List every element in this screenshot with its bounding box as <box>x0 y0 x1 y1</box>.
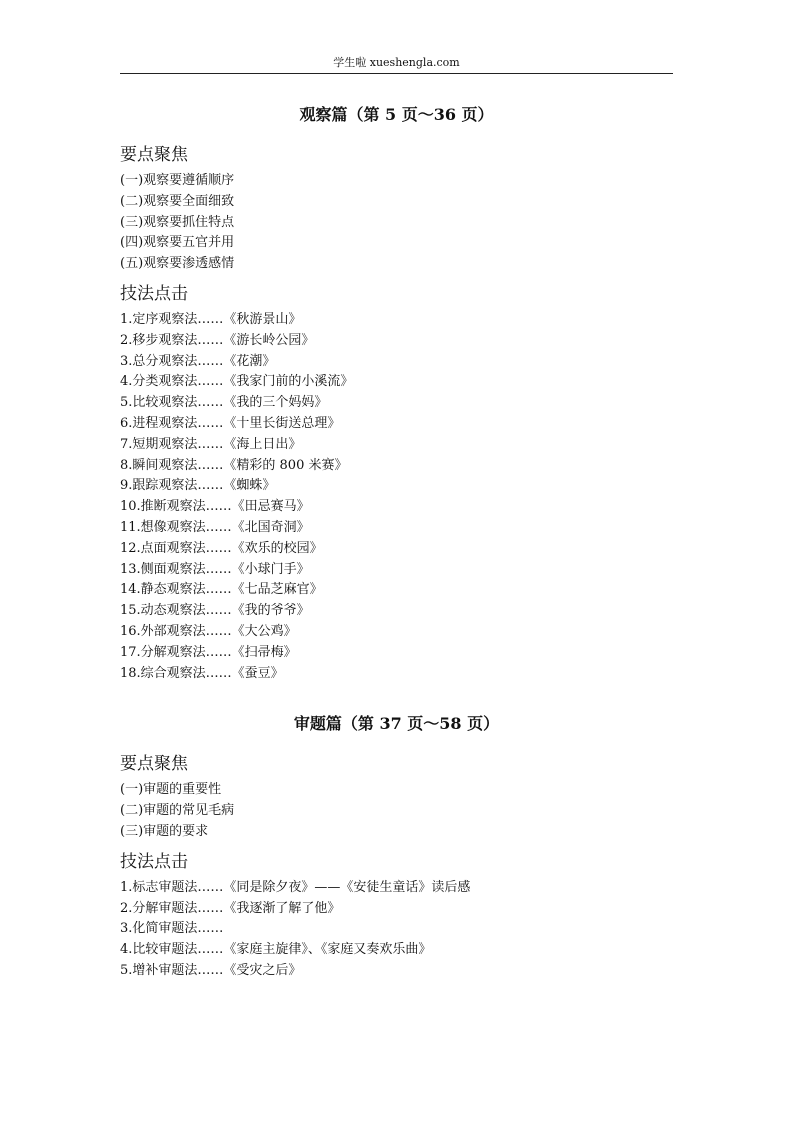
list-item: 6.进程观察法……《十里长街送总理》 <box>120 415 341 431</box>
key-points-list <box>120 171 673 275</box>
key-points-list <box>120 780 673 842</box>
list-item: 11.想像观察法……《北国奇洞》 <box>120 519 310 535</box>
list-item: 2.分解审题法……《我逐渐了解了他》 <box>120 900 341 916</box>
list-item: 13.侧面观察法……《小球门手》 <box>120 561 310 577</box>
document-content <box>120 100 673 982</box>
methods-heading: 技法点击 <box>120 851 188 872</box>
list-item: (五)观察要渗透感情 <box>120 256 235 272</box>
page-header: 学生啦 xueshengla.com <box>333 56 460 69</box>
list-item: 3.总分观察法……《花潮》 <box>120 353 276 369</box>
list-item: 1.定序观察法……《秋游景山》 <box>120 311 302 327</box>
list-item: 9.跟踪观察法……《蜘蛛》 <box>120 478 276 494</box>
list-item: 5.增补审题法……《受灾之后》 <box>120 962 302 978</box>
list-item: (二)观察要全面细致 <box>120 193 235 209</box>
section-title-observation: 观察篇（第 5 页～36 页） <box>299 105 494 124</box>
list-item: (四)观察要五官并用 <box>120 235 235 251</box>
list-item: 12.点面观察法……《欢乐的校园》 <box>120 540 323 556</box>
list-item: (三)审题的要求 <box>120 823 209 839</box>
list-item: 1.标志审题法……《同是除夕夜》——《安徒生童话》读后感 <box>120 879 471 895</box>
list-item: (三)观察要抓住特点 <box>120 214 235 230</box>
list-item: 4.比较审题法……《家庭主旋律》、《家庭又奏欢乐曲》 <box>120 942 432 958</box>
methods-list <box>120 878 673 982</box>
key-points-heading: 要点聚焦 <box>120 754 188 775</box>
list-item: (一)观察要遵循顺序 <box>120 173 235 188</box>
header-rule <box>120 73 673 74</box>
list-item: (二)审题的常见毛病 <box>120 803 235 819</box>
key-points-heading: 要点聚焦 <box>120 145 188 165</box>
list-item: 2.移步观察法……《游长岭公园》 <box>120 332 315 348</box>
list-item: 7.短期观察法……《海上日出》 <box>120 436 302 452</box>
list-item: 16.外部观察法……《大公鸡》 <box>120 623 297 639</box>
list-item: 17.分解观察法……《扫帚梅》 <box>120 644 297 660</box>
methods-heading: 技法点击 <box>120 283 188 304</box>
list-item: 15.动态观察法……《我的爷爷》 <box>120 603 310 619</box>
list-item: 5.比较观察法……《我的三个妈妈》 <box>120 395 328 411</box>
list-item: 10.推断观察法……《田忌赛马》 <box>120 499 310 515</box>
list-item: 8.瞬间观察法……《精彩的 800 米赛》 <box>120 457 348 473</box>
section-title-topic-review: 审题篇（第 37 页～58 页） <box>293 714 500 734</box>
list-item: 4.分类观察法……《我家门前的小溪流》 <box>120 374 354 390</box>
list-item: 14.静态观察法……《七品芝麻官》 <box>120 582 323 598</box>
methods-list <box>120 310 673 684</box>
list-item: 3.化简审题法…… <box>120 921 224 937</box>
list-item: (一)审题的重要性 <box>120 782 222 798</box>
list-item: 18.综合观察法……《蚕豆》 <box>120 665 284 681</box>
